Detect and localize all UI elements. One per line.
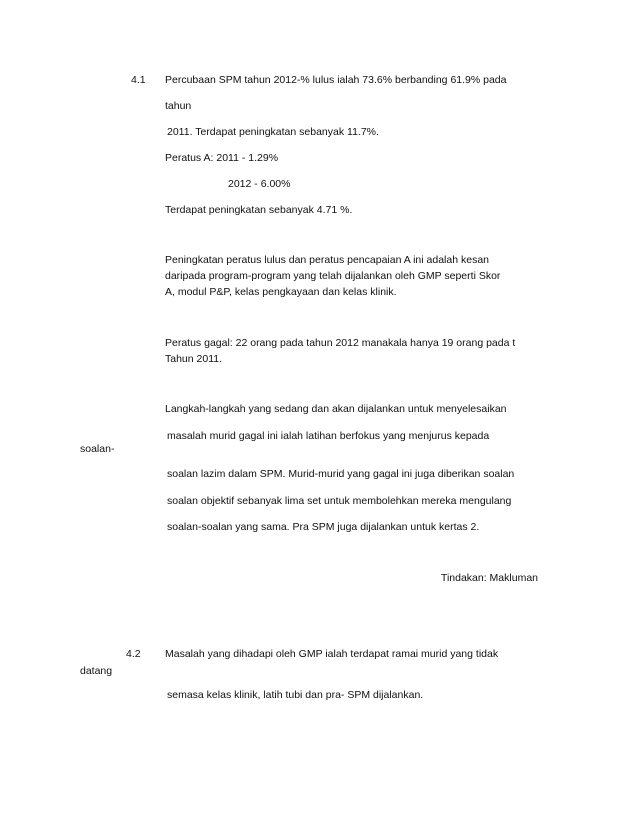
section-number: 4.2 xyxy=(126,648,141,660)
paragraph-line: Masalah yang dihadapi oleh GMP ialah terdapat ramai murid yang tidak xyxy=(165,648,499,660)
improvement-paragraph-line: daripada program-program yang telah dijalankan oleh GMP seperti Skor xyxy=(165,270,501,282)
paragraph-line: Percubaan SPM tahun 2012-% lulus ialah 73.6% berbanding 61.9% pada xyxy=(165,74,507,86)
improvement-paragraph-line: A, modul P&P, kelas pengkayaan dan kelas klinik. xyxy=(165,286,397,298)
fail-paragraph-line: Peratus gagal: 22 orang pada tahun 2012 manakala hanya 19 orang pada t xyxy=(165,337,516,349)
improvement-paragraph-line: Peningkatan peratus lulus dan peratus pencapaian A ini adalah kesan xyxy=(165,254,489,266)
steps-line: Langkah-langkah yang sedang dan akan dijalankan untuk menyelesaikan xyxy=(165,403,507,415)
steps-line: soalan-soalan yang sama. Pra SPM juga dijalankan untuk kertas 2. xyxy=(167,521,480,533)
paragraph-line: semasa kelas klinik, latih tubi dan pra- SPM dijalankan. xyxy=(167,689,424,701)
wrap-word: datang xyxy=(80,665,113,677)
fail-paragraph-line: Tahun 2011. xyxy=(165,353,223,365)
peratus-a-summary: Terdapat peningkatan sebanyak 4.71 %. xyxy=(165,204,353,216)
peratus-a-2012: 2012 - 6.00% xyxy=(228,178,291,190)
action-note: Tindakan: Makluman xyxy=(440,572,538,584)
steps-line: soalan objektif sebanyak lima set untuk membolehkan mereka mengulang xyxy=(167,495,512,507)
steps-line: masalah murid gagal ini ialah latihan berfokus yang menjurus kepada xyxy=(167,430,490,442)
section-number: 4.1 xyxy=(131,74,146,86)
peratus-a-2011: Peratus A: 2011 - 1.29% xyxy=(165,152,279,164)
paragraph-line: 2011. Terdapat peningkatan sebanyak 11.7%. xyxy=(167,126,379,138)
paragraph-line: tahun xyxy=(165,100,192,112)
steps-wrap-word: soalan- xyxy=(80,443,115,455)
steps-line: soalan lazim dalam SPM. Murid-murid yang gagal ini juga diberikan soalan xyxy=(167,468,515,480)
